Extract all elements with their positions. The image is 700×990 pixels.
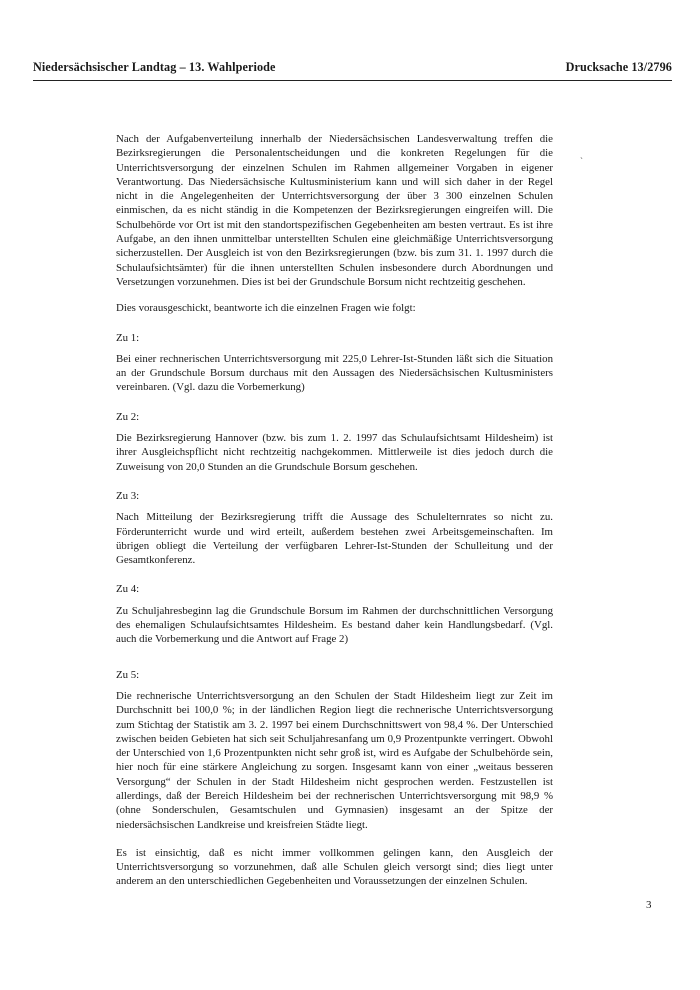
answer-5-conclusion: Es ist einsichtig, daß es nicht immer vollkommen gelingen kann, den Ausgleich der Unterrichtsversorgung so vorzunehmen, daß alle Schulen gleich versorgt sind; dies liegt unter anderem an den unterschiedlichen Gegebenheiten und Voraussetzungen der einzelnen Schulen. [116,846,553,888]
answer-2-heading: Zu 2: [116,410,140,423]
answer-5-heading: Zu 5: [116,668,140,681]
document-number: Drucksache 13/2796 [565,60,672,74]
answer-1-heading: Zu 1: [116,331,140,344]
lead-paragraph: Dies vorausgeschickt, beantworte ich die einzelnen Fragen wie folgt: [116,302,416,315]
document-body [116,132,553,889]
answer-3-heading: Zu 3: [116,489,140,502]
page-number: 3 [646,899,652,911]
answer-4-heading: Zu 4: [116,583,140,596]
answer-1-text: Bei einer rechnerischen Unterrichtsversorgung mit 225,0 Lehrer-Ist-Stunden läßt sich die Situation an der Grundschule Borsum durchaus mit den Aussagen des Niedersächsischen Kultusministers vereinbaren. (Vgl. dazu die Vorbemerkung) [116,352,553,394]
answer-3-text: Nach Mitteilung der Bezirksregierung trifft die Aussage des Schulelternrates so nicht zu. Förderunterricht wurde und wird erteilt, außerdem bestehen zwei Arbeitsgemeinschaften. Im übrigen obliegt die Verteilung der verfügbaren Lehrer-Ist-Stunden der Schulleitung und der Gesamtkonferenz. [116,511,553,567]
header-rule [33,80,672,81]
intro-paragraph: Nach der Aufgabenverteilung innerhalb der Niedersächsischen Landesverwaltung treffen die Bezirksregierungen die Personalentscheidungen und die konkreten Regelungen für die Unterrichtsversorgung der einzelnen Schulen im Rahmen allgemeiner Vorgaben in eigener Verantwortung. Das Niedersächsische Kultusministerium kann und will sich daher in der Regel nicht in die Angelegenheiten der Unterrichtsversorgung der über 3 300 einzelnen Schulen einmischen, da es nicht ständig in die Kompetenzen der Bezirksregierungen eingreifen will. Die Schulbehörde vor Ort ist mit den standortspezifischen Gegebenheiten am besten vertraut. Es ist ihre Aufgabe, an den ihnen unmittelbar unterstellten Schulen eine gleichmäßige Unterrichtsversorgung sicherzustellen. Der Ausgleich ist von den Bezirksregierungen (bzw. bis zum 31. 1. 1997 durch die Schulaufsichtsämter) für die ihnen unterstellten Schulen insbesondere durch Abordnungen und Versetzungen vorzunehmen. Dies ist bei der Grundschule Borsum nicht rechtzeitig geschehen. [116,133,553,288]
page-header [33,60,672,75]
scan-mark: ` [580,156,583,166]
answer-4-text: Zu Schuljahresbeginn lag die Grundschule Borsum im Rahmen der durchschnittlichen Versorgung des ehemaligen Schulaufsichtsamtes Hildesheim. Es bestand daher kein Handlungsbedarf. (Vgl. auch die Vorbemerkung und die Antwort auf Frage 2) [116,604,553,646]
header-title: Niedersächsischer Landtag – 13. Wahlperiode [33,60,276,74]
answer-5-text: Die rechnerische Unterrichtsversorgung an den Schulen der Stadt Hildesheim liegt zur Zeit im Durchschnitt bei 100,0 %; in der ländlichen Region liegt die rechnerische Unterrichtsversorgung zum Stichtag der Statistik am 3. 2. 1997 bei einem Durchschnittswert von 98,4 %. Der Unterschied zwischen beiden Gebieten hat sich seit Schuljahresanfang um 0,9 Prozentpunkte verringert. Obwohl der Unterschied von 1,6 Prozentpunkten nicht sehr groß ist, wird es Aufgabe der Schulbehörde sein, hier noch für eine stärkere Angleichung zu sorgen. Insgesamt kann von einer „weitaus besseren Versorgung“ der Schulen in der Stadt Hildesheim nicht gesprochen werden. Festzustellen ist allerdings, daß der Bereich Hildesheim bei der rechnerischen Unterrichtsversorgung mit 98,9 % (ohne Sonderschulen, Gesamtschulen und Gymnasien) insgesamt an der Spitze der niedersächsischen Landkreise und kreisfreien Städte liegt. [116,689,553,831]
answer-2-text: Die Bezirksregierung Hannover (bzw. bis zum 1. 2. 1997 das Schulaufsichtsamt Hildesheim) ist ihrer Ausgleichspflicht nicht rechtzeitig nachgekommen. Mittlerweile ist dies jedoch durch die Zuweisung von 20,0 Stunden an die Grundschule Borsum geschehen. [116,432,553,473]
